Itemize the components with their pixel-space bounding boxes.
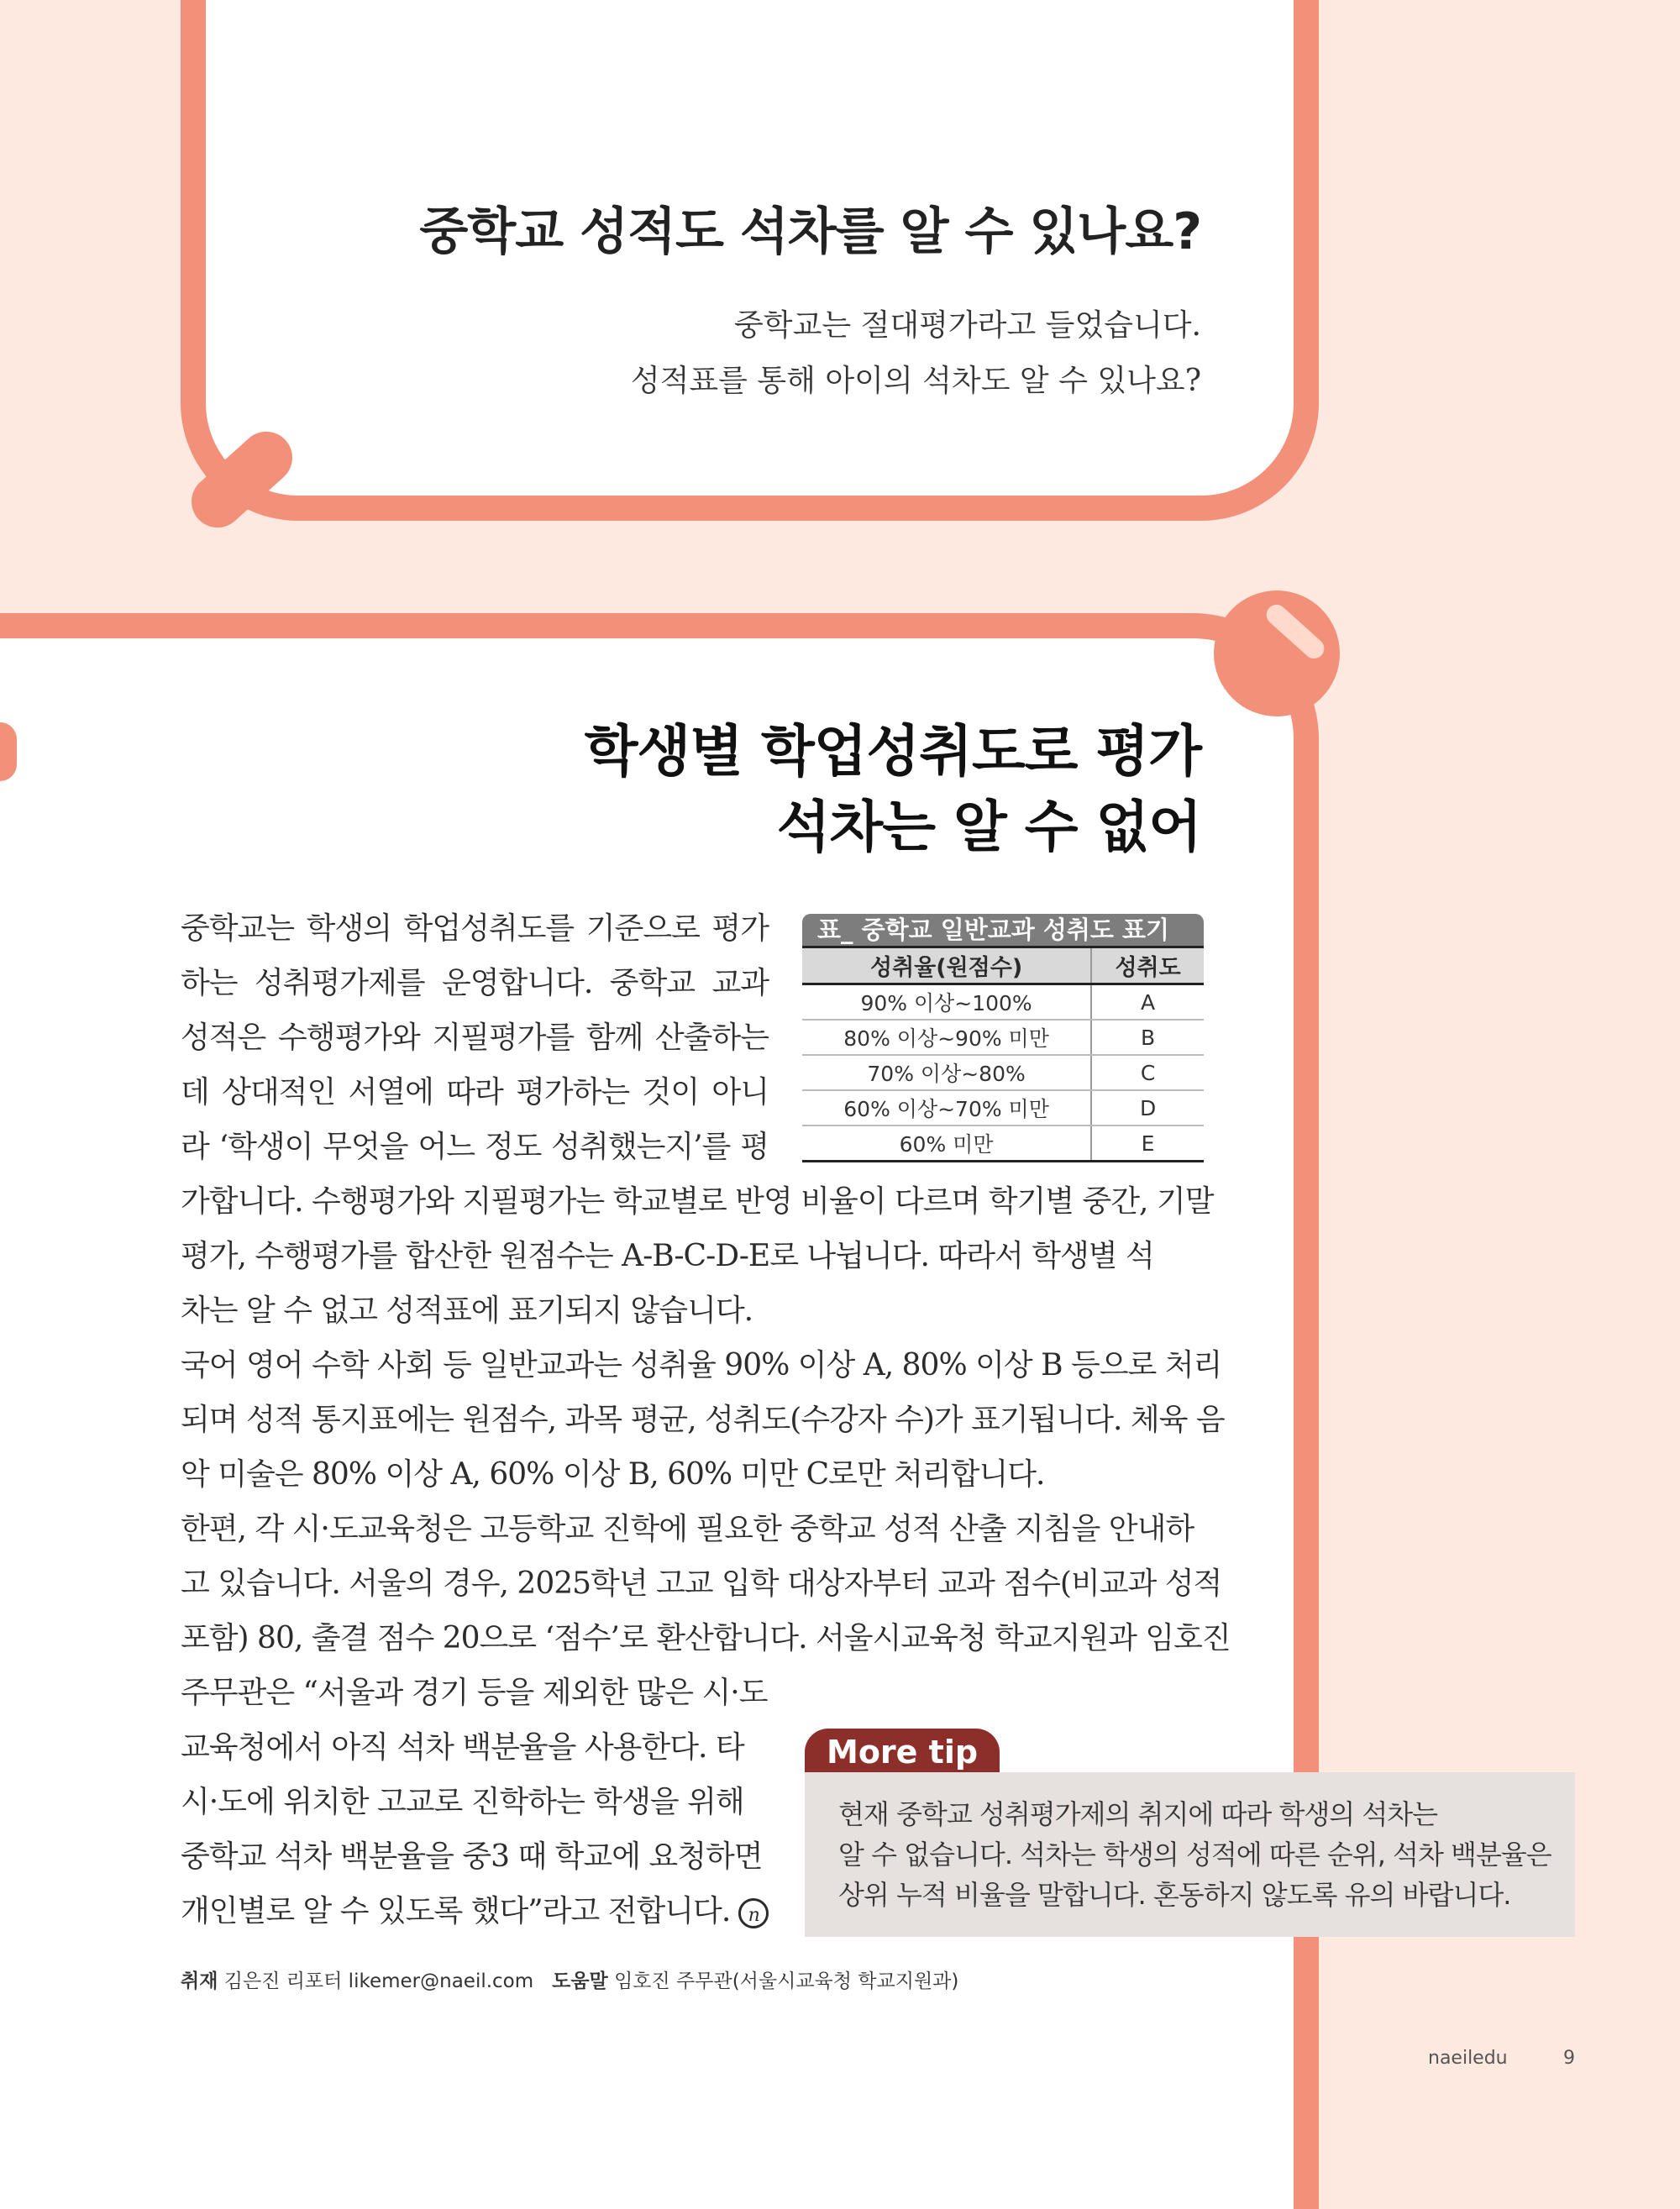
credit-label: 도움말: [552, 1970, 608, 1992]
panel-edge-nub: [0, 722, 17, 781]
table-cell: 90% 이상~100%: [802, 984, 1091, 1021]
table-row: [802, 1020, 1204, 1055]
footer-brand: naeiledu: [1428, 2048, 1508, 2069]
table-row: [802, 1090, 1204, 1125]
body-line: 되며 성적 통지표에는 원점수, 과목 평균, 성취도(수강자 수)가 표기됩니다. 체육 음: [181, 1403, 1225, 1437]
body-line: 데 상대적인 서열에 따라 평가하는 것이 아니: [181, 1075, 769, 1110]
body-line: 하는 성취평가제를 운영합니다. 중학교 교과: [181, 966, 769, 1000]
table-cell: B: [1091, 1020, 1204, 1055]
table-header: 성취율(원점수): [802, 947, 1091, 984]
body-line: 주무관은 “서울과 경기 등을 제외한 많은 시·도: [181, 1676, 768, 1710]
body-line: [181, 1884, 769, 1939]
credit-text: 임호진 주무관(서울시교육청 학교지원과): [614, 1970, 959, 1992]
question-title: 중학교 성적도 석차를 알 수 있나요?: [419, 202, 1201, 261]
table-cell: 80% 이상~90% 미만: [802, 1020, 1091, 1055]
table-cell: C: [1091, 1055, 1204, 1090]
body-line: 평가, 수행평가를 합산한 원점수는 A-B-C-D-E로 나뉩니다. 따라서 학생별 석: [181, 1239, 1154, 1273]
tip-line: 현재 중학교 성취평가제의 취지에 따라 학생의 석차는: [838, 1798, 1438, 1830]
credit-line: [181, 1965, 958, 1993]
tip-line: 알 수 없습니다. 석차는 학생의 성적에 따른 순위, 석차 백분율은: [838, 1839, 1551, 1871]
table-row: [802, 1125, 1204, 1162]
body-paragraph-1-wide: [181, 1174, 1214, 1338]
credit-text: 김은진 리포터 likemer@naeil.com: [223, 1970, 534, 1992]
body-line-text: 개인별로 알 수 있도록 했다”라고 전합니다.: [181, 1894, 731, 1928]
body-line: 차는 알 수 없고 성적표에 표기되지 않습니다.: [181, 1293, 753, 1328]
table-cell: E: [1091, 1125, 1204, 1162]
tip-line: 상위 누적 비율을 말합니다. 혼동하지 않도록 유의 바랍니다.: [838, 1879, 1511, 1911]
end-mark-icon: n: [738, 1898, 769, 1928]
body-line: 교육청에서 아직 석차 백분율을 사용한다. 타: [181, 1730, 744, 1765]
answer-title: [585, 714, 1201, 865]
table-cell: D: [1091, 1090, 1204, 1125]
body-line: 시·도에 위치한 고교로 진학하는 학생을 위해: [181, 1785, 744, 1819]
more-tip-label: More tip: [805, 1729, 1000, 1776]
body-paragraph-3-narrow: [181, 1666, 769, 1939]
table-caption: 표_ 중학교 일반교과 성취도 표기: [802, 914, 1204, 946]
table-cell: 60% 이상~70% 미만: [802, 1090, 1091, 1125]
question-line: 중학교는 절대평가라고 들었습니다.: [734, 308, 1201, 343]
body-line: 성적은 수행평가와 지필평가를 함께 산출하는: [181, 1021, 769, 1055]
credit-label: 취재: [181, 1970, 218, 1992]
table-body: [802, 946, 1204, 1162]
question-line: 성적표를 통해 아이의 석차도 알 수 있나요?: [630, 364, 1201, 398]
body-line: 중학교는 학생의 학업성취도를 기준으로 평가: [181, 911, 769, 946]
table-cell: 60% 미만: [802, 1125, 1091, 1162]
body-line: 가합니다. 수행평가와 지필평가는 학교별로 반영 비율이 다르며 학기별 중간, 기말: [181, 1184, 1214, 1219]
body-line: 악 미술은 80% 이상 A, 60% 이상 B, 60% 미만 C로만 처리합니다.: [181, 1457, 1045, 1492]
body-line: 국어 영어 수학 사회 등 일반교과는 성취율 90% 이상 A, 80% 이상 B 등으로 처리: [181, 1348, 1222, 1383]
table-cell: 70% 이상~80%: [802, 1055, 1091, 1090]
body-paragraph-2: [181, 1338, 1225, 1502]
more-tip-box: [805, 1772, 1575, 1937]
table-row: [802, 1055, 1204, 1090]
body-line: 라 ‘학생이 무엇을 어느 정도 성취했는지’를 평: [181, 1130, 769, 1164]
table-cell: A: [1091, 984, 1204, 1021]
body-paragraph-1-narrow: [181, 901, 769, 1174]
answer-title-line: 석차는 알 수 없어: [776, 795, 1201, 859]
grade-table: [802, 914, 1204, 1162]
question-text: [631, 298, 1201, 409]
body-line: 포함) 80, 출결 점수 20으로 ‘점수’로 환산합니다. 서울시교육청 학교지원과 임호진: [181, 1621, 1231, 1655]
body-line: 고 있습니다. 서울의 경우, 2025학년 고교 입학 대상자부터 교과 점수(비교과 성적: [181, 1566, 1222, 1601]
table-header: 성취도: [1091, 947, 1204, 984]
page-number: 9: [1563, 2048, 1575, 2069]
table-row: [802, 984, 1204, 1021]
body-line: 중학교 석차 백분율을 중3 때 학교에 요청하면: [181, 1839, 763, 1874]
answer-title-line: 학생별 학업성취도로 평가: [584, 719, 1201, 784]
body-paragraph-3-wide: [181, 1502, 1231, 1666]
table-header-row: [802, 947, 1204, 984]
body-line: 한편, 각 시·도교육청은 고등학교 진학에 필요한 중학교 성적 산출 지침을 안내하: [181, 1512, 1194, 1546]
